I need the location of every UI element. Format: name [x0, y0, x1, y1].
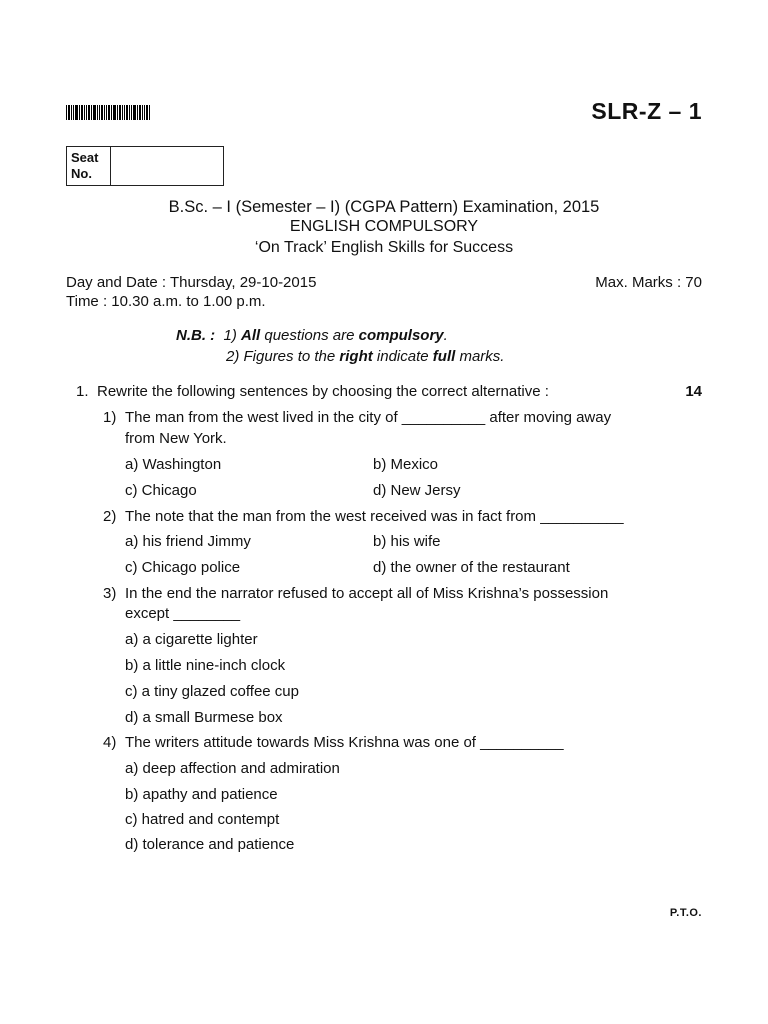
- max-marks: Max. Marks : 70: [595, 274, 702, 291]
- subq-4-number: 4): [103, 734, 117, 751]
- exam-title: B.Sc. – I (Semester – I) (CGPA Pattern) Examination, 2015: [168, 198, 600, 216]
- seat-number-box: [66, 146, 224, 186]
- subq-3-number: 3): [103, 585, 117, 602]
- seat-number-field[interactable]: [111, 147, 223, 185]
- subq-3-text-cont: except ________: [125, 605, 241, 622]
- subq-2-option-b: b) his wife: [373, 533, 441, 550]
- paper-code: SLR-Z – 1: [591, 98, 702, 124]
- subq-4-option-b: b) apathy and patience: [125, 786, 278, 803]
- subq-1-text: The man from the west lived in the city of __________ after moving away: [125, 409, 612, 426]
- subject-title: ENGLISH COMPULSORY: [289, 218, 479, 235]
- subq-1-option-a: a) Washington: [125, 456, 222, 473]
- pto-label: P.T.O.: [669, 907, 702, 919]
- subq-3-option-c: c) a tiny glazed coffee cup: [125, 683, 299, 700]
- question-text: Rewrite the following sentences by choosing the correct alternative :: [97, 383, 549, 400]
- subq-1-text-cont: from New York.: [125, 430, 227, 447]
- seat-label: Seat No.: [67, 147, 111, 185]
- subq-4-option-a: a) deep affection and admiration: [125, 760, 340, 777]
- subq-3-option-d: d) a small Burmese box: [125, 709, 283, 726]
- subq-3-option-a: a) a cigarette lighter: [125, 631, 258, 648]
- subq-1-number: 1): [103, 409, 117, 426]
- subq-2-text: The note that the man from the west received was in fact from __________: [125, 508, 624, 525]
- barcode: [66, 105, 162, 120]
- subq-3-option-b: b) a little nine-inch clock: [125, 657, 286, 674]
- nb-line-2: 2) Figures to the right indicate full marks.: [226, 348, 505, 365]
- course-title: ‘On Track’ English Skills for Success: [254, 239, 514, 256]
- subq-4-option-d: d) tolerance and patience: [125, 836, 295, 853]
- subq-2-number: 2): [103, 508, 117, 525]
- question-marks: 14: [685, 383, 702, 400]
- exam-time: Time : 10.30 a.m. to 1.00 p.m.: [66, 293, 266, 310]
- subq-2-option-d: d) the owner of the restaurant: [373, 559, 570, 576]
- subq-4-option-c: c) hatred and contempt: [125, 811, 280, 828]
- question-number: 1.: [76, 383, 89, 400]
- subq-2-option-c: c) Chicago police: [125, 559, 241, 576]
- subq-1-option-b: b) Mexico: [373, 456, 439, 473]
- subq-4-text: The writers attitude towards Miss Krishna was one of __________: [125, 734, 564, 751]
- subq-3-text: In the end the narrator refused to accept all of Miss Krishna’s possession: [125, 585, 609, 602]
- day-date: Day and Date : Thursday, 29-10-2015: [66, 274, 317, 291]
- subq-1-option-d: d) New Jersy: [373, 482, 461, 499]
- subq-2-option-a: a) his friend Jimmy: [125, 533, 251, 550]
- nb-line-1: N.B. : 1) All questions are compulsory.: [176, 327, 448, 344]
- subq-1-option-c: c) Chicago: [125, 482, 197, 499]
